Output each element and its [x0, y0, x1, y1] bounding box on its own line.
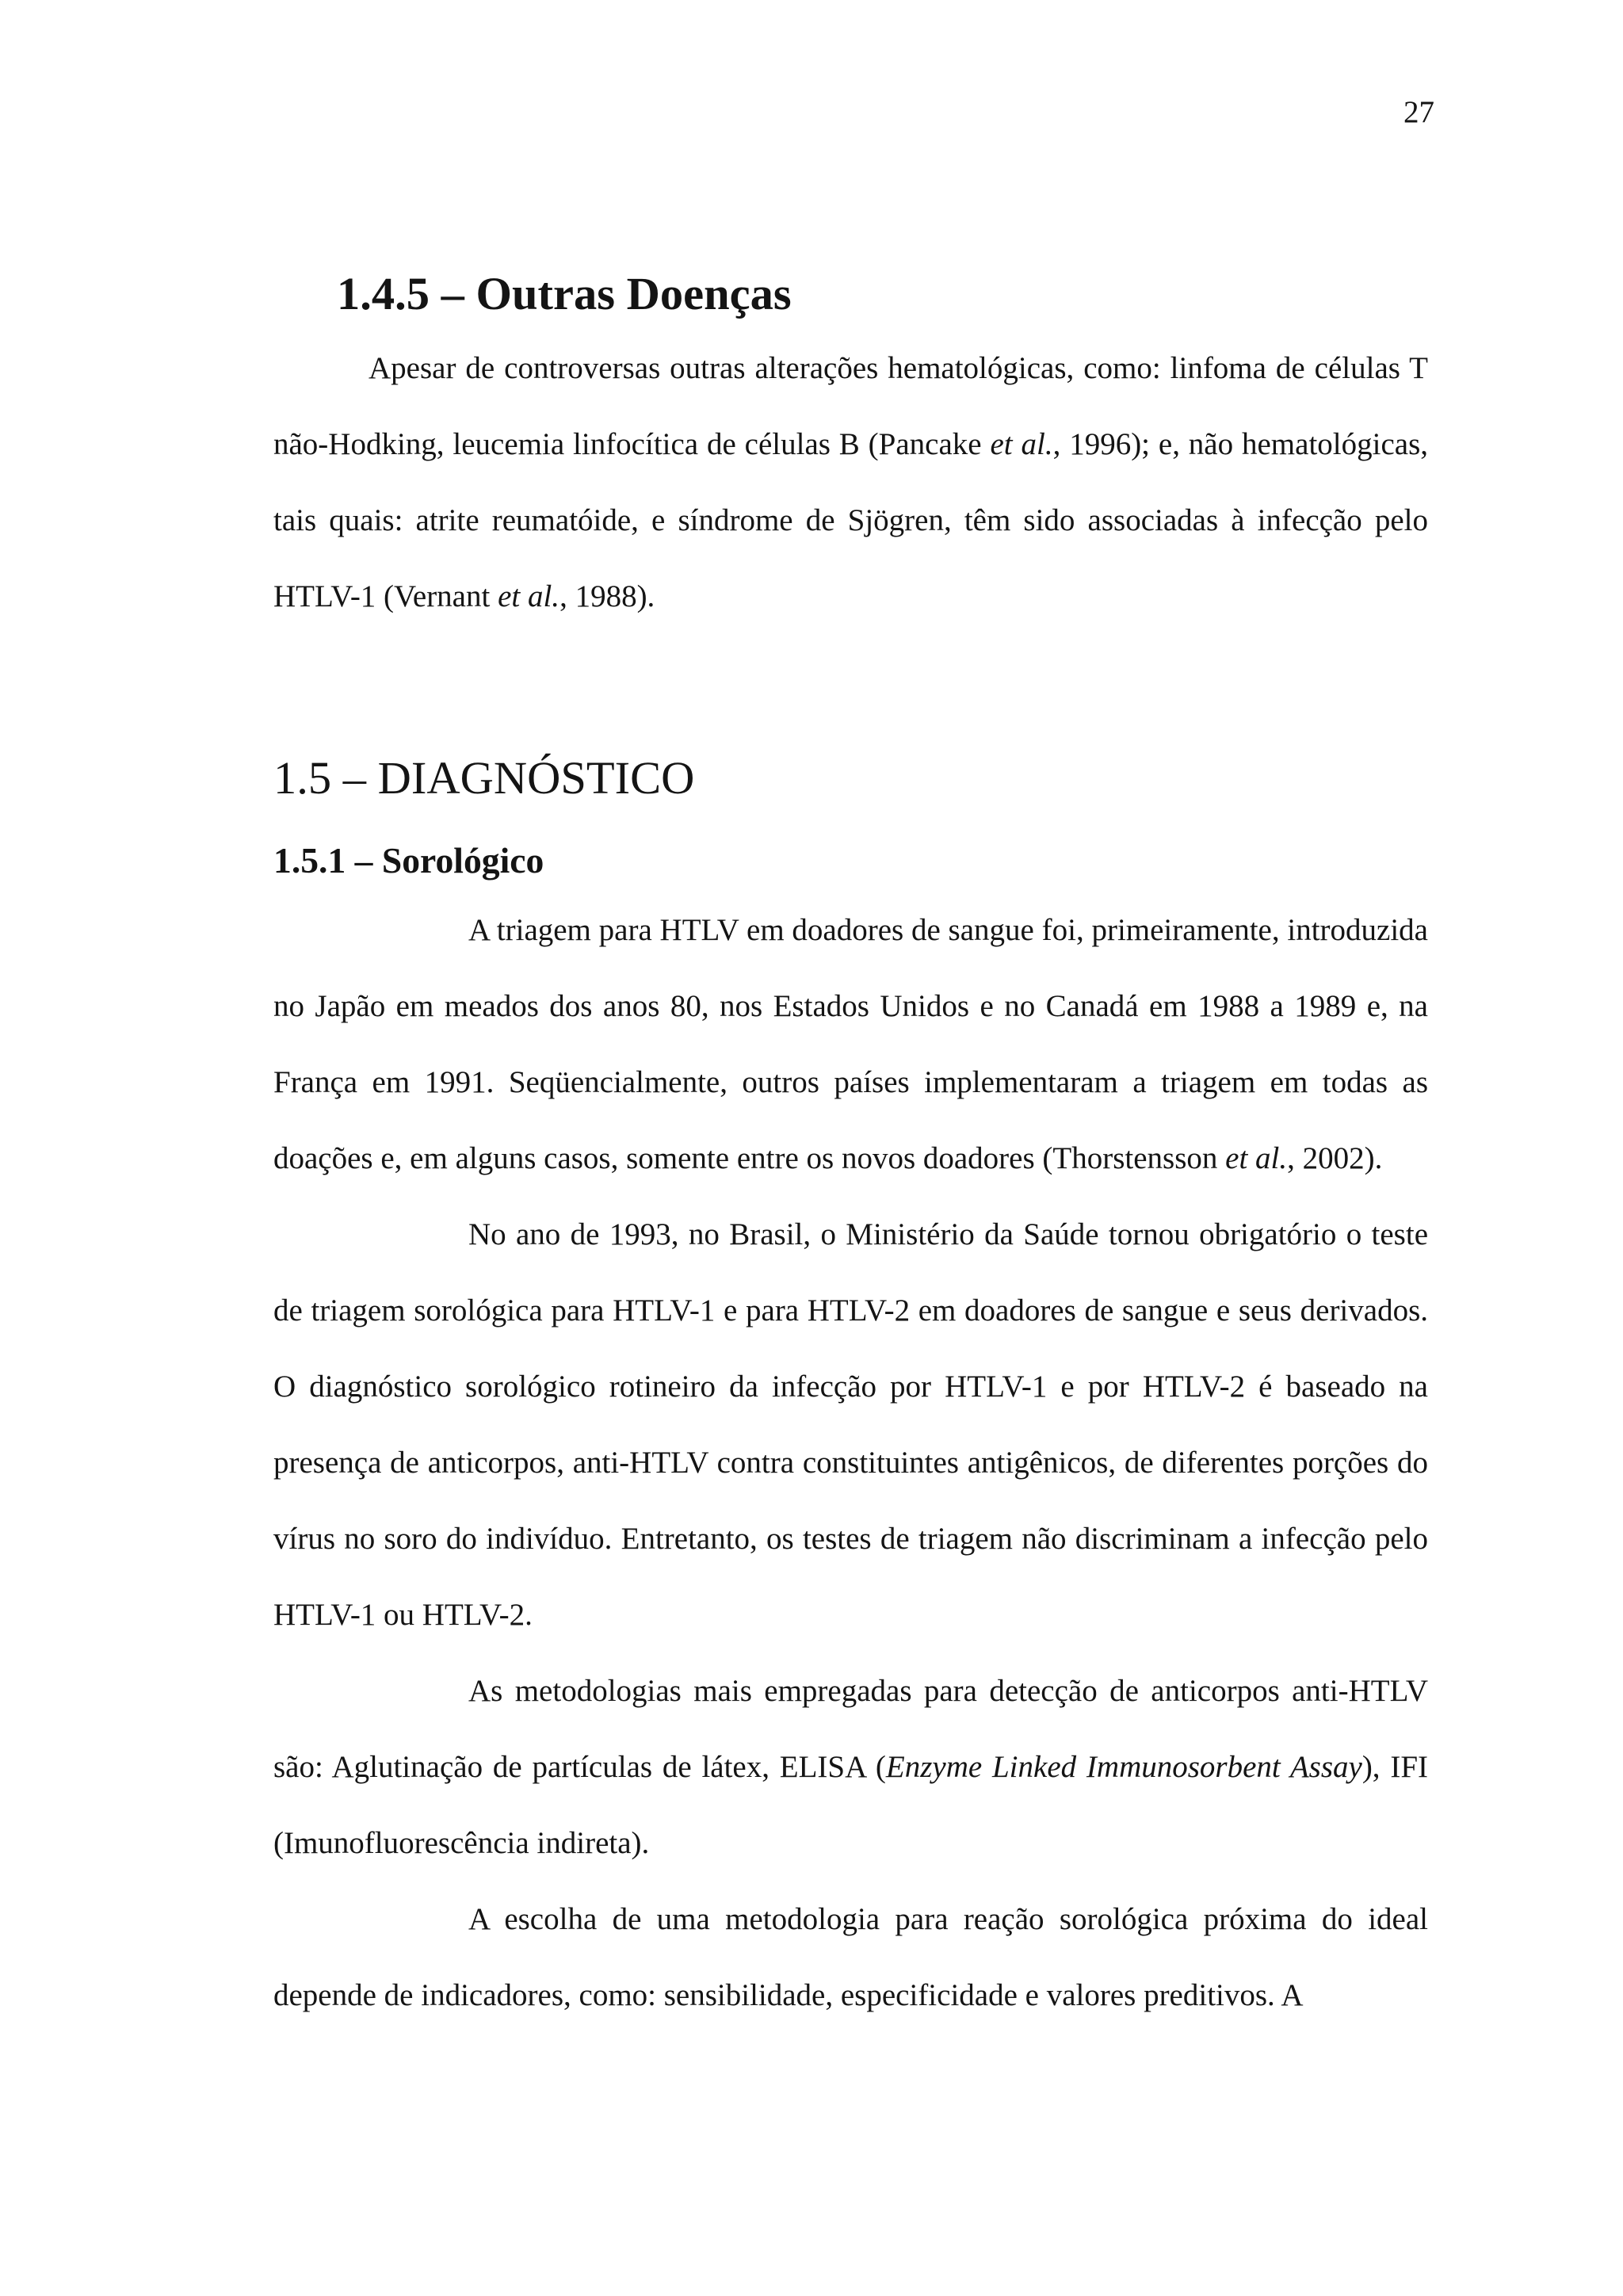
section-heading-1-5: 1.5 – DIAGNÓSTICO: [273, 752, 695, 804]
section-heading-1-4-5: 1.4.5 – Outras Doenças: [337, 268, 792, 319]
page-number: 27: [1403, 95, 1434, 129]
text-run: , 2002).: [1287, 1141, 1383, 1176]
paragraph-metodologias: [273, 1653, 1428, 1881]
section-heading-1-5-1: 1.5.1 – Sorológico: [273, 840, 544, 881]
text-run: , 1988).: [559, 579, 655, 614]
text-run: A triagem para HTLV em doadores de sangue foi, primeiramente, introduzida no Japão em meados dos anos 80, nos Estados Unidos e no Canadá em 1988 a 1989 e, na França em 1991. Seqüencialmente, outros países implementaram a triagem em todas as doações e, em alguns casos, somente entre os novos doadores (Thorstensson: [273, 913, 1428, 1176]
citation-et-al: et al.: [498, 579, 560, 614]
citation-et-al: et al.: [990, 427, 1053, 462]
text-run: ), IFI (Imunofluorescência indireta).: [273, 1750, 1429, 1861]
italic-term: Enzyme Linked Immunosorbent Assay: [885, 1750, 1362, 1785]
text-run: As metodologias mais empregadas para detecção de anticorpos anti-HTLV são: Aglutinação de partículas de látex, ELISA (: [273, 1674, 1428, 1785]
paragraph-triagem: [273, 892, 1428, 1197]
text-run: , 1996); e, não hematológicas, tais quais: atrite reumatóide, e síndrome de Sjögren, têm sido associadas à infecção pelo HTLV-1 (Vernant: [273, 427, 1428, 614]
document-body: [273, 266, 1428, 2034]
paragraph-escolha: A escolha de uma metodologia para reação sorológica próxima do ideal depende de indicadores, como: sensibilidade, especificidade e valores preditivos. A: [273, 1902, 1428, 2013]
text-run: Apesar de controversas outras alterações hematológicas, como: linfoma de células T não-Hodking, leucemia linfocítica de células B (Pancake: [273, 351, 1428, 462]
paragraph-outras-doencas: [273, 330, 1428, 635]
citation-et-al: et al.: [1225, 1141, 1288, 1176]
paragraph-ministerio: No ano de 1993, no Brasil, o Ministério da Saúde tornou obrigatório o teste de triagem sorológica para HTLV-1 e para HTLV-2 em doadores de sangue e seus derivados. O diagnóstico sorológico rotineiro da infecção por HTLV-1 e por HTLV-2 é baseado na presença de anticorpos, anti-HTLV contra constituintes antigênicos, de diferentes porções do vírus no soro do indivíduo. Entretanto, os testes de triagem não discriminam a infecção pelo HTLV-1 ou HTLV-2.: [273, 1217, 1428, 1633]
